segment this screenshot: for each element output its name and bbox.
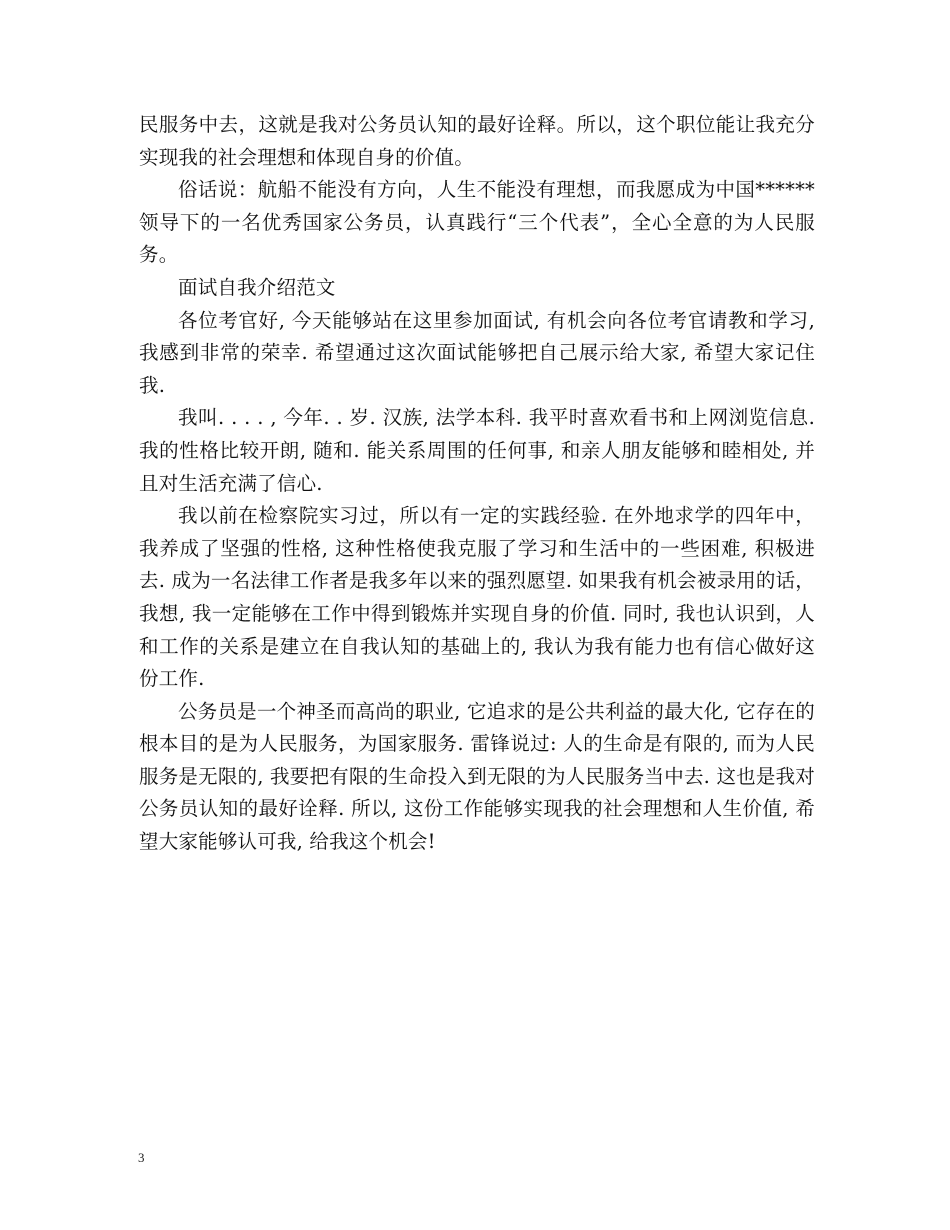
paragraph: 各位考官好, 今天能够站在这里参加面试, 有机会向各位考官请教和学习, 我感到非常的荣幸. 希望通过这次面试能够把自己展示给大家, 希望大家记住我. xyxy=(139,308,815,397)
paragraph: 我叫. . . . , 今年. . 岁. 汉族, 法学本科. 我平时喜欢看书和上网浏览信息. 我的性格比较开朗, 随和. 能关系周围的任何事, 和亲人朋友能够和睦相处, 并且对生活充满了信心. xyxy=(139,406,815,495)
document-body xyxy=(139,109,815,859)
paragraph: 俗话说：航船不能没有方向，人生不能没有理想，而我愿成为中国******领导下的一名优秀国家公务员，认真践行“三个代表”，全心全意的为人民服务。 xyxy=(139,178,815,267)
paragraph: 我以前在检察院实习过，所以有一定的实践经验. 在外地求学的四年中，我养成了坚强的性格, 这种性格使我克服了学习和生活中的一些困难, 积极进去. 成为一名法律工作者是我多年以来的强烈愿望. 如果我有机会被录用的话，我想, 我一定能够在工作中得到锻炼并实现自身的价值. 同时, 我也认识到，人和工作的关系是建立在自我认知的基础上的, 我认为我有能力也有信心做好这份工作. xyxy=(139,504,815,691)
page-number: 3 xyxy=(138,1150,145,1165)
section-heading: 面试自我介绍范文 xyxy=(178,275,336,299)
paragraph: 民服务中去，这就是我对公务员认知的最好诠释。所以，这个职位能让我充分实现我的社会理想和体现自身的价值。 xyxy=(139,113,815,169)
paragraph: 公务员是一个神圣而高尚的职业, 它追求的是公共利益的最大化, 它存在的根本目的是为人民服务，为国家服务. 雷锋说过: 人的生命是有限的, 而为人民服务是无限的, 我要把有限的生命投入到无限的为人民服务当中去. 这也是我对公务员认知的最好诠释. 所以, 这份工作能够实现我的社会理想和人生价值, 希望大家能够认可我, 给我这个机会! xyxy=(139,699,815,854)
